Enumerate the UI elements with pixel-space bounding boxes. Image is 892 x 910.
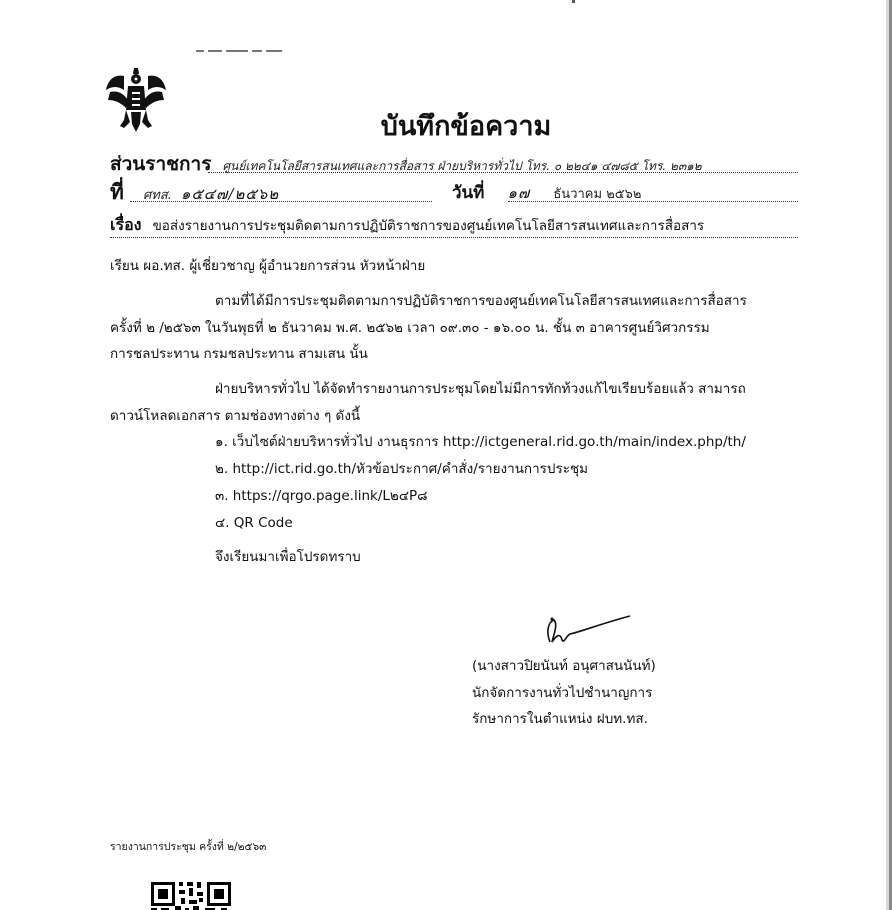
ref-row <box>110 176 279 209</box>
salutation: เรียน ผอ.ทส. ผู้เชี่ยวชาญ ผู้อำนวยการส่วน หัวหน้าฝ่าย <box>110 258 426 274</box>
list-item: ๔. QR Code <box>215 515 293 531</box>
department-label: ส่วนราชการ <box>110 153 212 175</box>
signatory-name: (นางสาวปิยนันท์ อนุศาสนนันท์) <box>472 658 656 674</box>
ref-dotline <box>130 201 432 202</box>
para1-line1: ตามที่ได้มีการประชุมติดตามการปฏิบัติราชการของศูนย์เทคโนโลยีสารสนเทศและการสื่อสาร <box>215 293 747 309</box>
signatory-position: นักจัดการงานทั่วไปชำนาญการ <box>472 685 653 701</box>
ref-number: ๑๕๔๗/๒๕๖๒ <box>180 185 280 203</box>
ref-label: ที่ <box>110 180 124 204</box>
date-dotline <box>508 201 798 202</box>
list-item: ๒. http://ict.rid.go.th/หัวข้อประกาศ/คำสั่ง/รายงานการประชุม <box>215 461 589 477</box>
date-month-year: ธันวาคม ๒๕๖๒ <box>553 187 642 202</box>
department-row <box>110 149 702 179</box>
subject-dotline <box>110 237 798 238</box>
signatory-acting: รักษาการในตำแหน่ง ฝบท.ทส. <box>472 711 648 727</box>
date-day: ๑๗ <box>507 184 531 202</box>
para1-line3: การชลประทาน กรมชลประทาน สามเสน นั้น <box>110 346 368 362</box>
para2-line2: ดาวน์โหลดเอกสาร ตามช่องทางต่าง ๆ ดังนี้ <box>110 408 361 424</box>
list-item: ๓. https://qrgo.page.link/L๒๔P๘ <box>215 488 428 504</box>
scan-speck <box>572 0 575 3</box>
subject-value: ขอส่งรายงานการประชุมติดตามการปฏิบัติราชการของศูนย์เทคโนโลยีสารสนเทศและการสื่อสาร <box>152 218 705 234</box>
signature-mark <box>540 614 632 650</box>
para2-line1: ฝ่ายบริหารทั่วไป ได้จัดทำรายงานการประชุมโดยไม่มีการทักท้วงแก้ไขเรียบร้อยแล้ว สามารถ <box>215 381 746 397</box>
footer-note: รายงานการประชุม ครั้งที่ ๒/๒๕๖๓ <box>110 841 267 853</box>
ref-prefix: ศทส. <box>142 188 172 203</box>
closing-line: จึงเรียนมาเพื่อโปรดทราบ <box>215 549 361 565</box>
department-dotline <box>208 172 798 173</box>
scan-smudge <box>196 40 306 46</box>
subject-label: เรื่อง <box>110 215 142 234</box>
date-label: วันที่ <box>452 183 485 203</box>
para1-line2: ครั้งที่ ๒ /๒๕๖๓ ในวันพุธที่ ๒ ธันวาคม พ.ศ. ๒๕๖๒ เวลา ๐๙.๓๐ - ๑๖.๐๐ น. ชั้น ๓ อาคารศูนย์วิศวกรรม <box>110 320 710 336</box>
department-value: ศูนย์เทคโนโลยีสารสนเทศและการสื่อสาร ฝ่ายบริหารทั่วไป โทร. ๐ ๒๒๔๑ ๔๗๘๕ โทร. ๒๓๑๒ <box>222 159 702 173</box>
subject-row <box>110 213 704 238</box>
list-item: ๑. เว็บไซต์ฝ่ายบริหารทั่วไป งานธุรการ http://ictgeneral.rid.go.th/main/index.php/th/ <box>215 434 746 450</box>
qr-code <box>151 882 231 910</box>
memo-title: บันทึกข้อความ <box>380 111 552 142</box>
